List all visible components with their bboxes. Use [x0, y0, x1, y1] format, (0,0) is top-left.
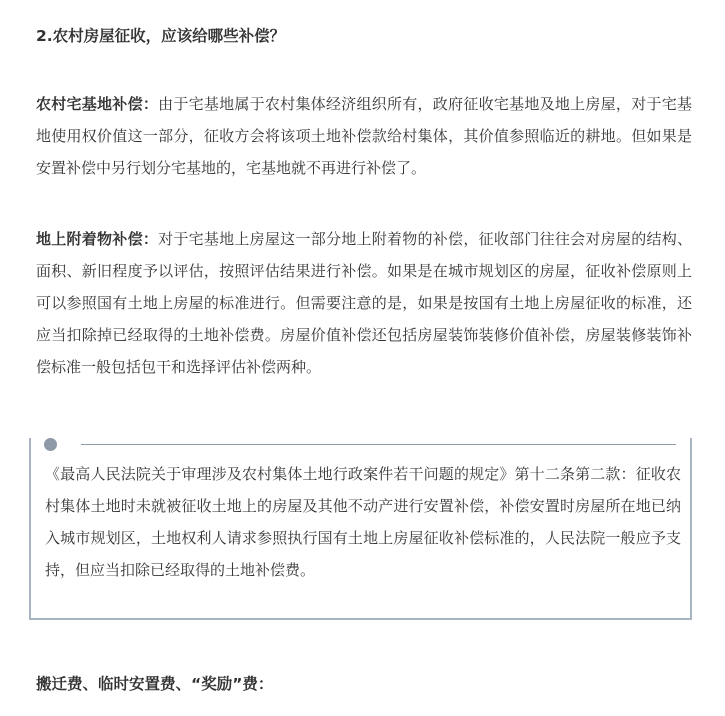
paragraph-homestead-compensation [36, 88, 692, 184]
quote-dot-icon [44, 438, 57, 451]
paragraph-label: 地上附着物补偿： [36, 230, 159, 248]
paragraph-text: 对于宅基地上房屋这一部分地上附着物的补偿，征收部门往往会对房屋的结构、面积、新旧程度予以评估，按照评估结果进行补偿。如果是在城市规划区的房屋，征收补偿原则上可以参照国有土地上房屋的标准进行。但需要注意的是，如果是按国有土地上房屋征收的标准，还应当扣除掉已经取得的土地补偿费。房屋价值补偿还包括房屋装饰装修价值补偿，房屋装修装饰补偿标准一般包括包干和选择评估补偿两种。 [36, 230, 692, 376]
section-heading: 2.农村房屋征收，应该给哪些补偿？ [36, 27, 286, 45]
quote-divider [81, 444, 676, 445]
paragraph-text: 由于宅基地属于农村集体经济组织所有，政府征收宅基地及地上房屋，对于宅基地使用权价值这一部分，征收方会将该项土地补偿款给村集体，其价值参照临近的耕地。但如果是安置补偿中另行划分宅基地的，宅基地就不再进行补偿了。 [36, 95, 692, 177]
quote-text: 《最高人民法院关于审理涉及农村集体土地行政案件若干问题的规定》第十二条第二款：征收农村集体土地时未就被征收土地上的房屋及其他不动产进行安置补偿，补偿安置时房屋所在地已纳入城市规划区，土地权利人请求参照执行国有土地上房屋征收补偿标准的，人民法院一般应予支持，但应当扣除已经取得的土地补偿费。 [45, 465, 681, 579]
section-heading-relocation: 搬迁费、临时安置费、“奖励”费： [36, 675, 274, 693]
paragraph-attachment-compensation [36, 223, 692, 383]
legal-quote-box [29, 438, 692, 620]
paragraph-label: 农村宅基地补偿： [36, 95, 159, 113]
